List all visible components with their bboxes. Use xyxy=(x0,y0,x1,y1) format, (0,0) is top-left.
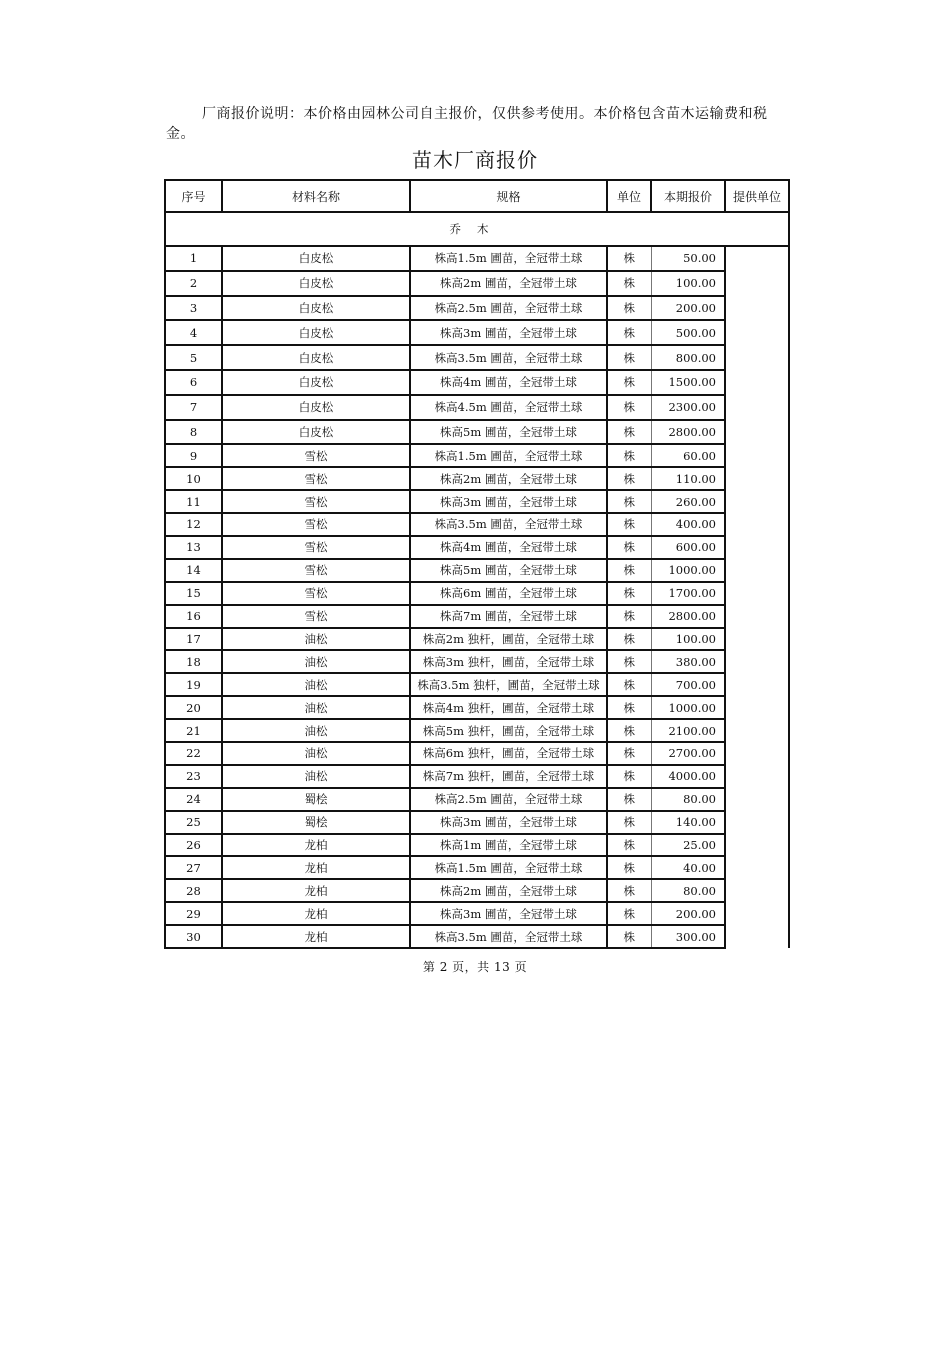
cell-unit: 株 xyxy=(607,650,651,673)
cell-spec: 株高2.5m 圃苗，全冠带土球 xyxy=(410,296,607,321)
cell-unit: 株 xyxy=(607,765,651,788)
cell-no: 6 xyxy=(165,370,222,395)
cell-name: 白皮松 xyxy=(222,370,410,395)
cell-no: 22 xyxy=(165,742,222,765)
cell-name: 油松 xyxy=(222,742,410,765)
cell-no: 20 xyxy=(165,696,222,719)
cell-no: 23 xyxy=(165,765,222,788)
cell-price: 140.00 xyxy=(651,811,725,834)
table-row xyxy=(165,605,789,628)
cell-name: 油松 xyxy=(222,696,410,719)
cell-price: 1500.00 xyxy=(651,370,725,395)
cell-no: 26 xyxy=(165,834,222,857)
header-name: 材料名称 xyxy=(222,180,410,212)
cell-unit: 株 xyxy=(607,856,651,879)
cell-price: 260.00 xyxy=(651,490,725,513)
cell-no: 16 xyxy=(165,605,222,628)
cell-name: 雪松 xyxy=(222,513,410,536)
table-row xyxy=(165,467,789,490)
header-unit: 单位 xyxy=(607,180,651,212)
cell-name: 白皮松 xyxy=(222,345,410,370)
cell-spec: 株高2m 独杆，圃苗，全冠带土球 xyxy=(410,628,607,651)
cell-unit: 株 xyxy=(607,271,651,296)
cell-spec: 株高5m 圃苗，全冠带土球 xyxy=(410,420,607,445)
header-spec: 规格 xyxy=(410,180,607,212)
cell-spec: 株高5m 圃苗，全冠带土球 xyxy=(410,559,607,582)
cell-no: 24 xyxy=(165,788,222,811)
cell-spec: 株高2.5m 圃苗，全冠带土球 xyxy=(410,788,607,811)
cell-unit: 株 xyxy=(607,467,651,490)
table-row xyxy=(165,420,789,445)
cell-spec: 株高4m 圃苗，全冠带土球 xyxy=(410,370,607,395)
cell-spec: 株高1.5m 圃苗，全冠带土球 xyxy=(410,856,607,879)
table-row xyxy=(165,370,789,395)
cell-unit: 株 xyxy=(607,788,651,811)
cell-price: 2700.00 xyxy=(651,742,725,765)
table-row xyxy=(165,742,789,765)
cell-name: 雪松 xyxy=(222,559,410,582)
cell-name: 龙柏 xyxy=(222,879,410,902)
cell-spec: 株高2m 圃苗，全冠带土球 xyxy=(410,467,607,490)
cell-unit: 株 xyxy=(607,345,651,370)
price-note: 厂商报价说明：本价格由园林公司自主报价，仅供参考使用。本价格包含苗木运输费和税金。 xyxy=(166,106,768,142)
cell-no: 19 xyxy=(165,673,222,696)
table-row xyxy=(165,879,789,902)
cell-price: 100.00 xyxy=(651,628,725,651)
cell-name: 蜀桧 xyxy=(222,788,410,811)
table-row xyxy=(165,271,789,296)
cell-no: 5 xyxy=(165,345,222,370)
cell-unit: 株 xyxy=(607,834,651,857)
cell-spec: 株高3m 独杆，圃苗，全冠带土球 xyxy=(410,650,607,673)
header-no: 序号 xyxy=(165,180,222,212)
cell-price: 110.00 xyxy=(651,467,725,490)
cell-name: 白皮松 xyxy=(222,246,410,271)
cell-no: 9 xyxy=(165,444,222,467)
table-row xyxy=(165,320,789,345)
cell-spec: 株高1.5m 圃苗，全冠带土球 xyxy=(410,444,607,467)
cell-unit: 株 xyxy=(607,673,651,696)
table-row xyxy=(165,811,789,834)
cell-spec: 株高3m 圃苗，全冠带土球 xyxy=(410,320,607,345)
cell-no: 10 xyxy=(165,467,222,490)
cell-unit: 株 xyxy=(607,559,651,582)
cell-spec: 株高1m 圃苗，全冠带土球 xyxy=(410,834,607,857)
cell-price: 80.00 xyxy=(651,879,725,902)
cell-no: 13 xyxy=(165,536,222,559)
cell-price: 500.00 xyxy=(651,320,725,345)
table-row xyxy=(165,788,789,811)
table-row xyxy=(165,856,789,879)
cell-unit: 株 xyxy=(607,879,651,902)
cell-no: 30 xyxy=(165,925,222,948)
table-row xyxy=(165,246,789,271)
table-row xyxy=(165,673,789,696)
cell-no: 12 xyxy=(165,513,222,536)
cell-name: 白皮松 xyxy=(222,320,410,345)
table-row xyxy=(165,559,789,582)
cell-name: 白皮松 xyxy=(222,420,410,445)
cell-spec: 株高5m 独杆，圃苗，全冠带土球 xyxy=(410,719,607,742)
cell-no: 17 xyxy=(165,628,222,651)
cell-spec: 株高3.5m 圃苗，全冠带土球 xyxy=(410,513,607,536)
cell-name: 白皮松 xyxy=(222,296,410,321)
cell-price: 4000.00 xyxy=(651,765,725,788)
header-price: 本期报价 xyxy=(651,180,725,212)
cell-supplier xyxy=(725,246,789,948)
cell-price: 700.00 xyxy=(651,673,725,696)
cell-unit: 株 xyxy=(607,811,651,834)
cell-price: 2100.00 xyxy=(651,719,725,742)
table-row xyxy=(165,765,789,788)
cell-spec: 株高3m 圃苗，全冠带土球 xyxy=(410,902,607,925)
cell-unit: 株 xyxy=(607,370,651,395)
cell-price: 80.00 xyxy=(651,788,725,811)
cell-spec: 株高3.5m 圃苗，全冠带土球 xyxy=(410,345,607,370)
header-supplier: 提供单位 xyxy=(725,180,789,212)
table-row xyxy=(165,513,789,536)
cell-no: 1 xyxy=(165,246,222,271)
cell-name: 油松 xyxy=(222,650,410,673)
cell-spec: 株高3m 圃苗，全冠带土球 xyxy=(410,490,607,513)
cell-no: 21 xyxy=(165,719,222,742)
cell-price: 1000.00 xyxy=(651,559,725,582)
cell-unit: 株 xyxy=(607,742,651,765)
cell-spec: 株高4m 圃苗，全冠带土球 xyxy=(410,536,607,559)
cell-name: 龙柏 xyxy=(222,834,410,857)
cell-spec: 株高2m 圃苗，全冠带土球 xyxy=(410,271,607,296)
cell-price: 100.00 xyxy=(651,271,725,296)
cell-name: 雪松 xyxy=(222,444,410,467)
cell-spec: 株高6m 圃苗，全冠带土球 xyxy=(410,582,607,605)
cell-name: 龙柏 xyxy=(222,856,410,879)
cell-unit: 株 xyxy=(607,605,651,628)
cell-spec: 株高4.5m 圃苗，全冠带土球 xyxy=(410,395,607,420)
table-row xyxy=(165,719,789,742)
category-row xyxy=(165,212,789,246)
cell-no: 28 xyxy=(165,879,222,902)
cell-price: 2300.00 xyxy=(651,395,725,420)
cell-no: 7 xyxy=(165,395,222,420)
table-row xyxy=(165,582,789,605)
cell-price: 25.00 xyxy=(651,834,725,857)
cell-spec: 株高1.5m 圃苗，全冠带土球 xyxy=(410,246,607,271)
cell-unit: 株 xyxy=(607,696,651,719)
cell-no: 14 xyxy=(165,559,222,582)
cell-name: 油松 xyxy=(222,719,410,742)
cell-no: 11 xyxy=(165,490,222,513)
cell-name: 雪松 xyxy=(222,582,410,605)
table-row xyxy=(165,834,789,857)
cell-price: 600.00 xyxy=(651,536,725,559)
cell-name: 雪松 xyxy=(222,536,410,559)
cell-price: 200.00 xyxy=(651,296,725,321)
table-row xyxy=(165,444,789,467)
cell-price: 60.00 xyxy=(651,444,725,467)
cell-name: 油松 xyxy=(222,628,410,651)
table-row xyxy=(165,536,789,559)
cell-spec: 株高3.5m 独杆，圃苗，全冠带土球 xyxy=(410,673,607,696)
table-row xyxy=(165,490,789,513)
cell-spec: 株高7m 独杆，圃苗，全冠带土球 xyxy=(410,765,607,788)
cell-unit: 株 xyxy=(607,513,651,536)
cell-price: 50.00 xyxy=(651,246,725,271)
table-row xyxy=(165,296,789,321)
cell-no: 27 xyxy=(165,856,222,879)
cell-price: 2800.00 xyxy=(651,420,725,445)
cell-name: 白皮松 xyxy=(222,395,410,420)
cell-price: 800.00 xyxy=(651,345,725,370)
cell-unit: 株 xyxy=(607,444,651,467)
cell-unit: 株 xyxy=(607,320,651,345)
cell-name: 白皮松 xyxy=(222,271,410,296)
cell-unit: 株 xyxy=(607,296,651,321)
cell-unit: 株 xyxy=(607,490,651,513)
cell-price: 400.00 xyxy=(651,513,725,536)
table-row xyxy=(165,696,789,719)
cell-unit: 株 xyxy=(607,246,651,271)
cell-price: 40.00 xyxy=(651,856,725,879)
cell-name: 雪松 xyxy=(222,490,410,513)
price-table xyxy=(164,179,790,949)
page-footer: 第 2 页，共 13 页 xyxy=(422,960,528,974)
cell-spec: 株高6m 独杆，圃苗，全冠带土球 xyxy=(410,742,607,765)
category-label: 乔木 xyxy=(165,212,789,246)
cell-no: 4 xyxy=(165,320,222,345)
cell-name: 龙柏 xyxy=(222,925,410,948)
cell-price: 200.00 xyxy=(651,902,725,925)
cell-price: 380.00 xyxy=(651,650,725,673)
table-row xyxy=(165,345,789,370)
cell-price: 300.00 xyxy=(651,925,725,948)
cell-no: 8 xyxy=(165,420,222,445)
cell-unit: 株 xyxy=(607,582,651,605)
cell-unit: 株 xyxy=(607,925,651,948)
cell-name: 油松 xyxy=(222,765,410,788)
cell-no: 25 xyxy=(165,811,222,834)
cell-name: 雪松 xyxy=(222,467,410,490)
table-row xyxy=(165,395,789,420)
cell-name: 雪松 xyxy=(222,605,410,628)
table-row xyxy=(165,925,789,948)
table-row xyxy=(165,628,789,651)
cell-no: 18 xyxy=(165,650,222,673)
cell-spec: 株高2m 圃苗，全冠带土球 xyxy=(410,879,607,902)
cell-unit: 株 xyxy=(607,902,651,925)
cell-name: 油松 xyxy=(222,673,410,696)
cell-spec: 株高3.5m 圃苗，全冠带土球 xyxy=(410,925,607,948)
cell-no: 29 xyxy=(165,902,222,925)
cell-price: 2800.00 xyxy=(651,605,725,628)
cell-name: 龙柏 xyxy=(222,902,410,925)
cell-unit: 株 xyxy=(607,536,651,559)
cell-spec: 株高3m 圃苗，全冠带土球 xyxy=(410,811,607,834)
cell-name: 蜀桧 xyxy=(222,811,410,834)
table-row xyxy=(165,650,789,673)
table-header-row xyxy=(165,180,789,212)
cell-price: 1000.00 xyxy=(651,696,725,719)
page-title: 苗木厂商报价 xyxy=(412,148,538,172)
cell-unit: 株 xyxy=(607,420,651,445)
table-row xyxy=(165,902,789,925)
cell-unit: 株 xyxy=(607,719,651,742)
cell-no: 15 xyxy=(165,582,222,605)
cell-no: 2 xyxy=(165,271,222,296)
cell-spec: 株高7m 圃苗，全冠带土球 xyxy=(410,605,607,628)
cell-unit: 株 xyxy=(607,395,651,420)
cell-no: 3 xyxy=(165,296,222,321)
cell-spec: 株高4m 独杆，圃苗，全冠带土球 xyxy=(410,696,607,719)
cell-price: 1700.00 xyxy=(651,582,725,605)
cell-unit: 株 xyxy=(607,628,651,651)
